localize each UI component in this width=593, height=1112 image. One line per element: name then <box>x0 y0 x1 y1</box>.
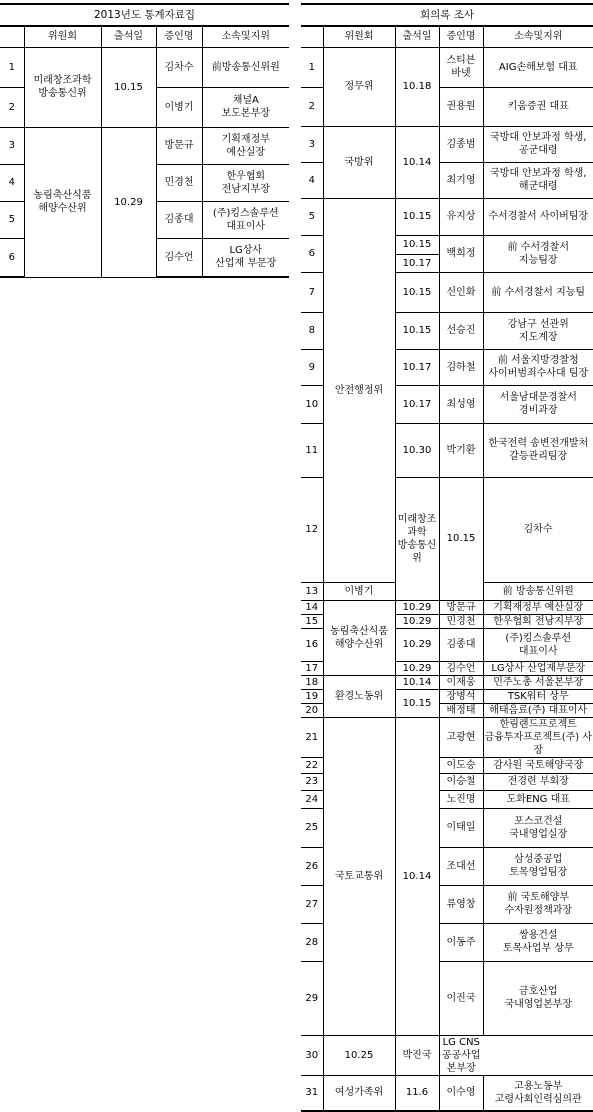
header-no <box>301 26 323 47</box>
witness-name: 김종대 <box>156 201 202 238</box>
header-position: 소속및지위 <box>483 26 593 47</box>
date-cell: 10.29 <box>395 628 439 661</box>
row-number: 12 <box>301 477 323 582</box>
witness-position: 前 수서경찰서 지능팀 <box>483 272 593 312</box>
header-name: 증인명 <box>439 26 483 47</box>
witness-position: (주)킹스솔루션 대표이사 <box>202 201 289 238</box>
row-number: 5 <box>0 201 24 238</box>
date-cell: 10.17 <box>395 254 439 272</box>
witness-position: 한우협회 전남지부장 <box>483 614 593 628</box>
date-cell: 10.15 <box>395 312 439 349</box>
witness-name: 이병기 <box>156 87 202 127</box>
witness-name: 최기영 <box>439 162 483 198</box>
committee-cell: 국토교통위 <box>323 717 395 1035</box>
left-table-title: 2013년도 통계자료집 <box>0 4 289 26</box>
witness-position: 키움증권 대표 <box>483 87 593 126</box>
witness-name: 최성영 <box>439 385 483 423</box>
right-table <box>301 3 593 1112</box>
date-cell: 10.15 <box>395 689 439 717</box>
header-date: 출석일 <box>395 26 439 47</box>
witness-name: 김하철 <box>439 349 483 385</box>
witness-name: 김수언 <box>439 661 483 675</box>
witness-position: 전경련 부회장 <box>483 773 593 790</box>
witness-name: 장병석 <box>439 689 483 703</box>
table-row <box>301 1035 593 1075</box>
witness-position: LG상사 산업재부문장 <box>483 661 593 675</box>
date-cell: 10.18 <box>395 47 439 126</box>
witness-name: 민경천 <box>439 614 483 628</box>
witness-name: 류영창 <box>439 885 483 923</box>
date-cell: 10.29 <box>395 661 439 675</box>
date-cell: 10.29 <box>101 127 156 277</box>
date-cell: 10.15 <box>395 198 439 235</box>
row-number: 2 <box>301 87 323 126</box>
witness-position: TSK워터 상무 <box>483 689 593 703</box>
date-cell: 10.25 <box>323 1035 395 1075</box>
date-cell: 10.15 <box>395 272 439 312</box>
row-number: 7 <box>301 272 323 312</box>
row-number: 5 <box>301 198 323 235</box>
date-cell: 10.15 <box>395 235 439 254</box>
witness-position: 고용노동부 고령사회인력심의관 <box>483 1075 593 1111</box>
witness-name: 이도승 <box>439 757 483 773</box>
row-number: 16 <box>301 628 323 661</box>
committee-cell: 정무위 <box>323 47 395 126</box>
witness-name: 박기환 <box>439 423 483 477</box>
row-number: 6 <box>0 238 24 277</box>
table-row <box>301 717 593 757</box>
table-row <box>301 600 593 614</box>
header-no <box>0 26 24 47</box>
witness-name: 유지상 <box>439 198 483 235</box>
committee-cell: 미래창조과학 방송통신위 <box>24 47 101 127</box>
witness-name: 노진명 <box>439 790 483 808</box>
witness-name: 신인화 <box>439 272 483 312</box>
row-number: 4 <box>0 164 24 201</box>
right-table-title: 회의록 조사 <box>301 4 593 26</box>
witness-position: AIG손해보험 대표 <box>483 47 593 87</box>
table-row <box>0 47 289 87</box>
row-number: 21 <box>301 717 323 757</box>
row-number: 30 <box>301 1035 323 1075</box>
row-number: 31 <box>301 1075 323 1111</box>
row-number: 17 <box>301 661 323 675</box>
date-cell: 10.17 <box>395 385 439 423</box>
row-number: 3 <box>0 127 24 164</box>
row-number: 13 <box>301 582 323 600</box>
committee-cell: 국방위 <box>323 126 395 198</box>
witness-name: 이승철 <box>439 773 483 790</box>
date-cell: 11.6 <box>395 1075 439 1111</box>
date-cell: 10.15 <box>439 477 483 600</box>
witness-position: 한국전력 송변전개발처 갈등관리팀장 <box>483 423 593 477</box>
witness-name: 이재웅 <box>439 675 483 689</box>
date-cell: 10.14 <box>395 126 439 198</box>
witness-name: 이태일 <box>439 808 483 847</box>
committee-cell: 농림축산식품 해양수산위 <box>323 600 395 675</box>
witness-name: 권용원 <box>439 87 483 126</box>
witness-position: 기획재정부 예산실장 <box>202 127 289 164</box>
witness-position: LG상사 산업재 부문장 <box>202 238 289 277</box>
row-number: 15 <box>301 614 323 628</box>
row-number: 23 <box>301 773 323 790</box>
row-number: 22 <box>301 757 323 773</box>
row-number: 1 <box>301 47 323 87</box>
witness-position: 국방대 안보과정 학생, 공군대령 <box>483 126 593 162</box>
witness-name: 조대선 <box>439 847 483 885</box>
row-number: 11 <box>301 423 323 477</box>
witness-position: LG CNS공공사업본부장 <box>439 1035 483 1075</box>
witness-position: 한우협회 전남지부장 <box>202 164 289 201</box>
table-row <box>301 1075 593 1111</box>
table-row <box>301 126 593 162</box>
date-cell: 10.29 <box>395 600 439 614</box>
committee-cell: 여성가족위 <box>323 1075 395 1111</box>
row-number: 26 <box>301 847 323 885</box>
table-row <box>0 127 289 164</box>
witness-name: 김차수 <box>483 477 593 582</box>
row-number: 19 <box>301 689 323 703</box>
witness-name: 고광현 <box>439 717 483 757</box>
witness-position: 강남구 선관위 지도계장 <box>483 312 593 349</box>
witness-name: 이병기 <box>323 582 395 600</box>
witness-position: 해태음료(주) 대표이사 <box>483 703 593 717</box>
row-number: 28 <box>301 923 323 961</box>
witness-name: 선승진 <box>439 312 483 349</box>
witness-position: 한림랜드프로젝트 금융투자프로젝트(주) 사장 <box>484 718 593 756</box>
row-number: 25 <box>301 808 323 847</box>
witness-position: (주)킹스솔루션 대표이사 <box>483 628 593 661</box>
witness-position: 쌍용건설 토목사업부 상무 <box>483 923 593 961</box>
header-committee: 위원회 <box>323 26 395 47</box>
witness-position: 前방송통신위원 <box>202 47 289 87</box>
table-row <box>301 675 593 689</box>
date-cell: 10.17 <box>395 349 439 385</box>
row-number: 29 <box>301 961 323 1035</box>
witness-position: 금호산업 국내영업본부장 <box>483 961 593 1035</box>
row-number: 3 <box>301 126 323 162</box>
witness-name: 방문규 <box>156 127 202 164</box>
witness-position: 前 수서경찰서 지능팀장 <box>483 235 593 272</box>
row-number: 10 <box>301 385 323 423</box>
witness-position: 감사원 국토해양국장 <box>483 757 593 773</box>
left-table <box>0 3 289 278</box>
row-number: 4 <box>301 162 323 198</box>
witness-name: 스티븐 바넷 <box>439 47 483 87</box>
date-cell: 10.14 <box>395 675 439 689</box>
header-name: 증인명 <box>156 26 202 47</box>
committee-cell: 환경노동위 <box>323 675 395 717</box>
witness-position: 前 서울지방경찰청 사이버범죄수사대 팀장 <box>483 349 593 385</box>
witness-position: 서울남대문경찰서 경비과장 <box>483 385 593 423</box>
witness-position: 포스코건설 국내영업실장 <box>483 808 593 847</box>
row-number: 18 <box>301 675 323 689</box>
witness-name: 이동주 <box>439 923 483 961</box>
witness-name: 백희정 <box>439 235 483 272</box>
witness-position: 국방대 안보과정 학생, 해군대령 <box>483 162 593 198</box>
row-number: 27 <box>301 885 323 923</box>
table-row <box>301 47 593 87</box>
witness-name: 박진국 <box>395 1035 439 1075</box>
witness-name: 이수영 <box>439 1075 483 1111</box>
witness-name: 김종범 <box>439 126 483 162</box>
witness-position: 도화ENG 대표 <box>483 790 593 808</box>
date-cell: 10.15 <box>101 47 156 127</box>
row-number: 6 <box>301 235 323 272</box>
witness-position: 채널A 보도본부장 <box>202 87 289 127</box>
row-number: 1 <box>0 47 24 87</box>
witness-position: 수서경찰서 사이버팀장 <box>483 198 593 235</box>
committee-cell: 농림축산식품 해양수산위 <box>24 127 101 277</box>
row-number: 14 <box>301 600 323 614</box>
witness-name: 김차수 <box>156 47 202 87</box>
witness-name: 방문규 <box>439 600 483 614</box>
witness-name: 배정태 <box>439 703 483 717</box>
header-position: 소속및지위 <box>202 26 289 47</box>
committee-cell: 미래창조과학 방송통신위 <box>395 477 439 600</box>
witness-name: 이진국 <box>439 961 483 1035</box>
row-number: 24 <box>301 790 323 808</box>
row-number: 9 <box>301 349 323 385</box>
date-cell: 10.30 <box>395 423 439 477</box>
committee-cell: 안전행정위 <box>323 198 395 582</box>
witness-name: 김수언 <box>156 238 202 277</box>
row-number: 2 <box>0 87 24 127</box>
witness-name: 김종대 <box>439 628 483 661</box>
witness-position: 前 방송통신위원 <box>483 582 593 600</box>
witness-name: 민경천 <box>156 164 202 201</box>
witness-position: 前 국토해양부 수자원정책과장 <box>483 885 593 923</box>
row-number: 20 <box>301 703 323 717</box>
date-cell: 10.29 <box>395 614 439 628</box>
header-committee: 위원회 <box>24 26 101 47</box>
date-cell: 10.14 <box>395 717 439 1035</box>
witness-position: 삼성중공업 토목영업팀장 <box>483 847 593 885</box>
witness-position: 기획재정부 예산실장 <box>483 600 593 614</box>
table-row <box>301 198 593 235</box>
witness-position: 민주노총 서울본부장 <box>483 675 593 689</box>
header-date: 출석일 <box>101 26 156 47</box>
row-number: 8 <box>301 312 323 349</box>
